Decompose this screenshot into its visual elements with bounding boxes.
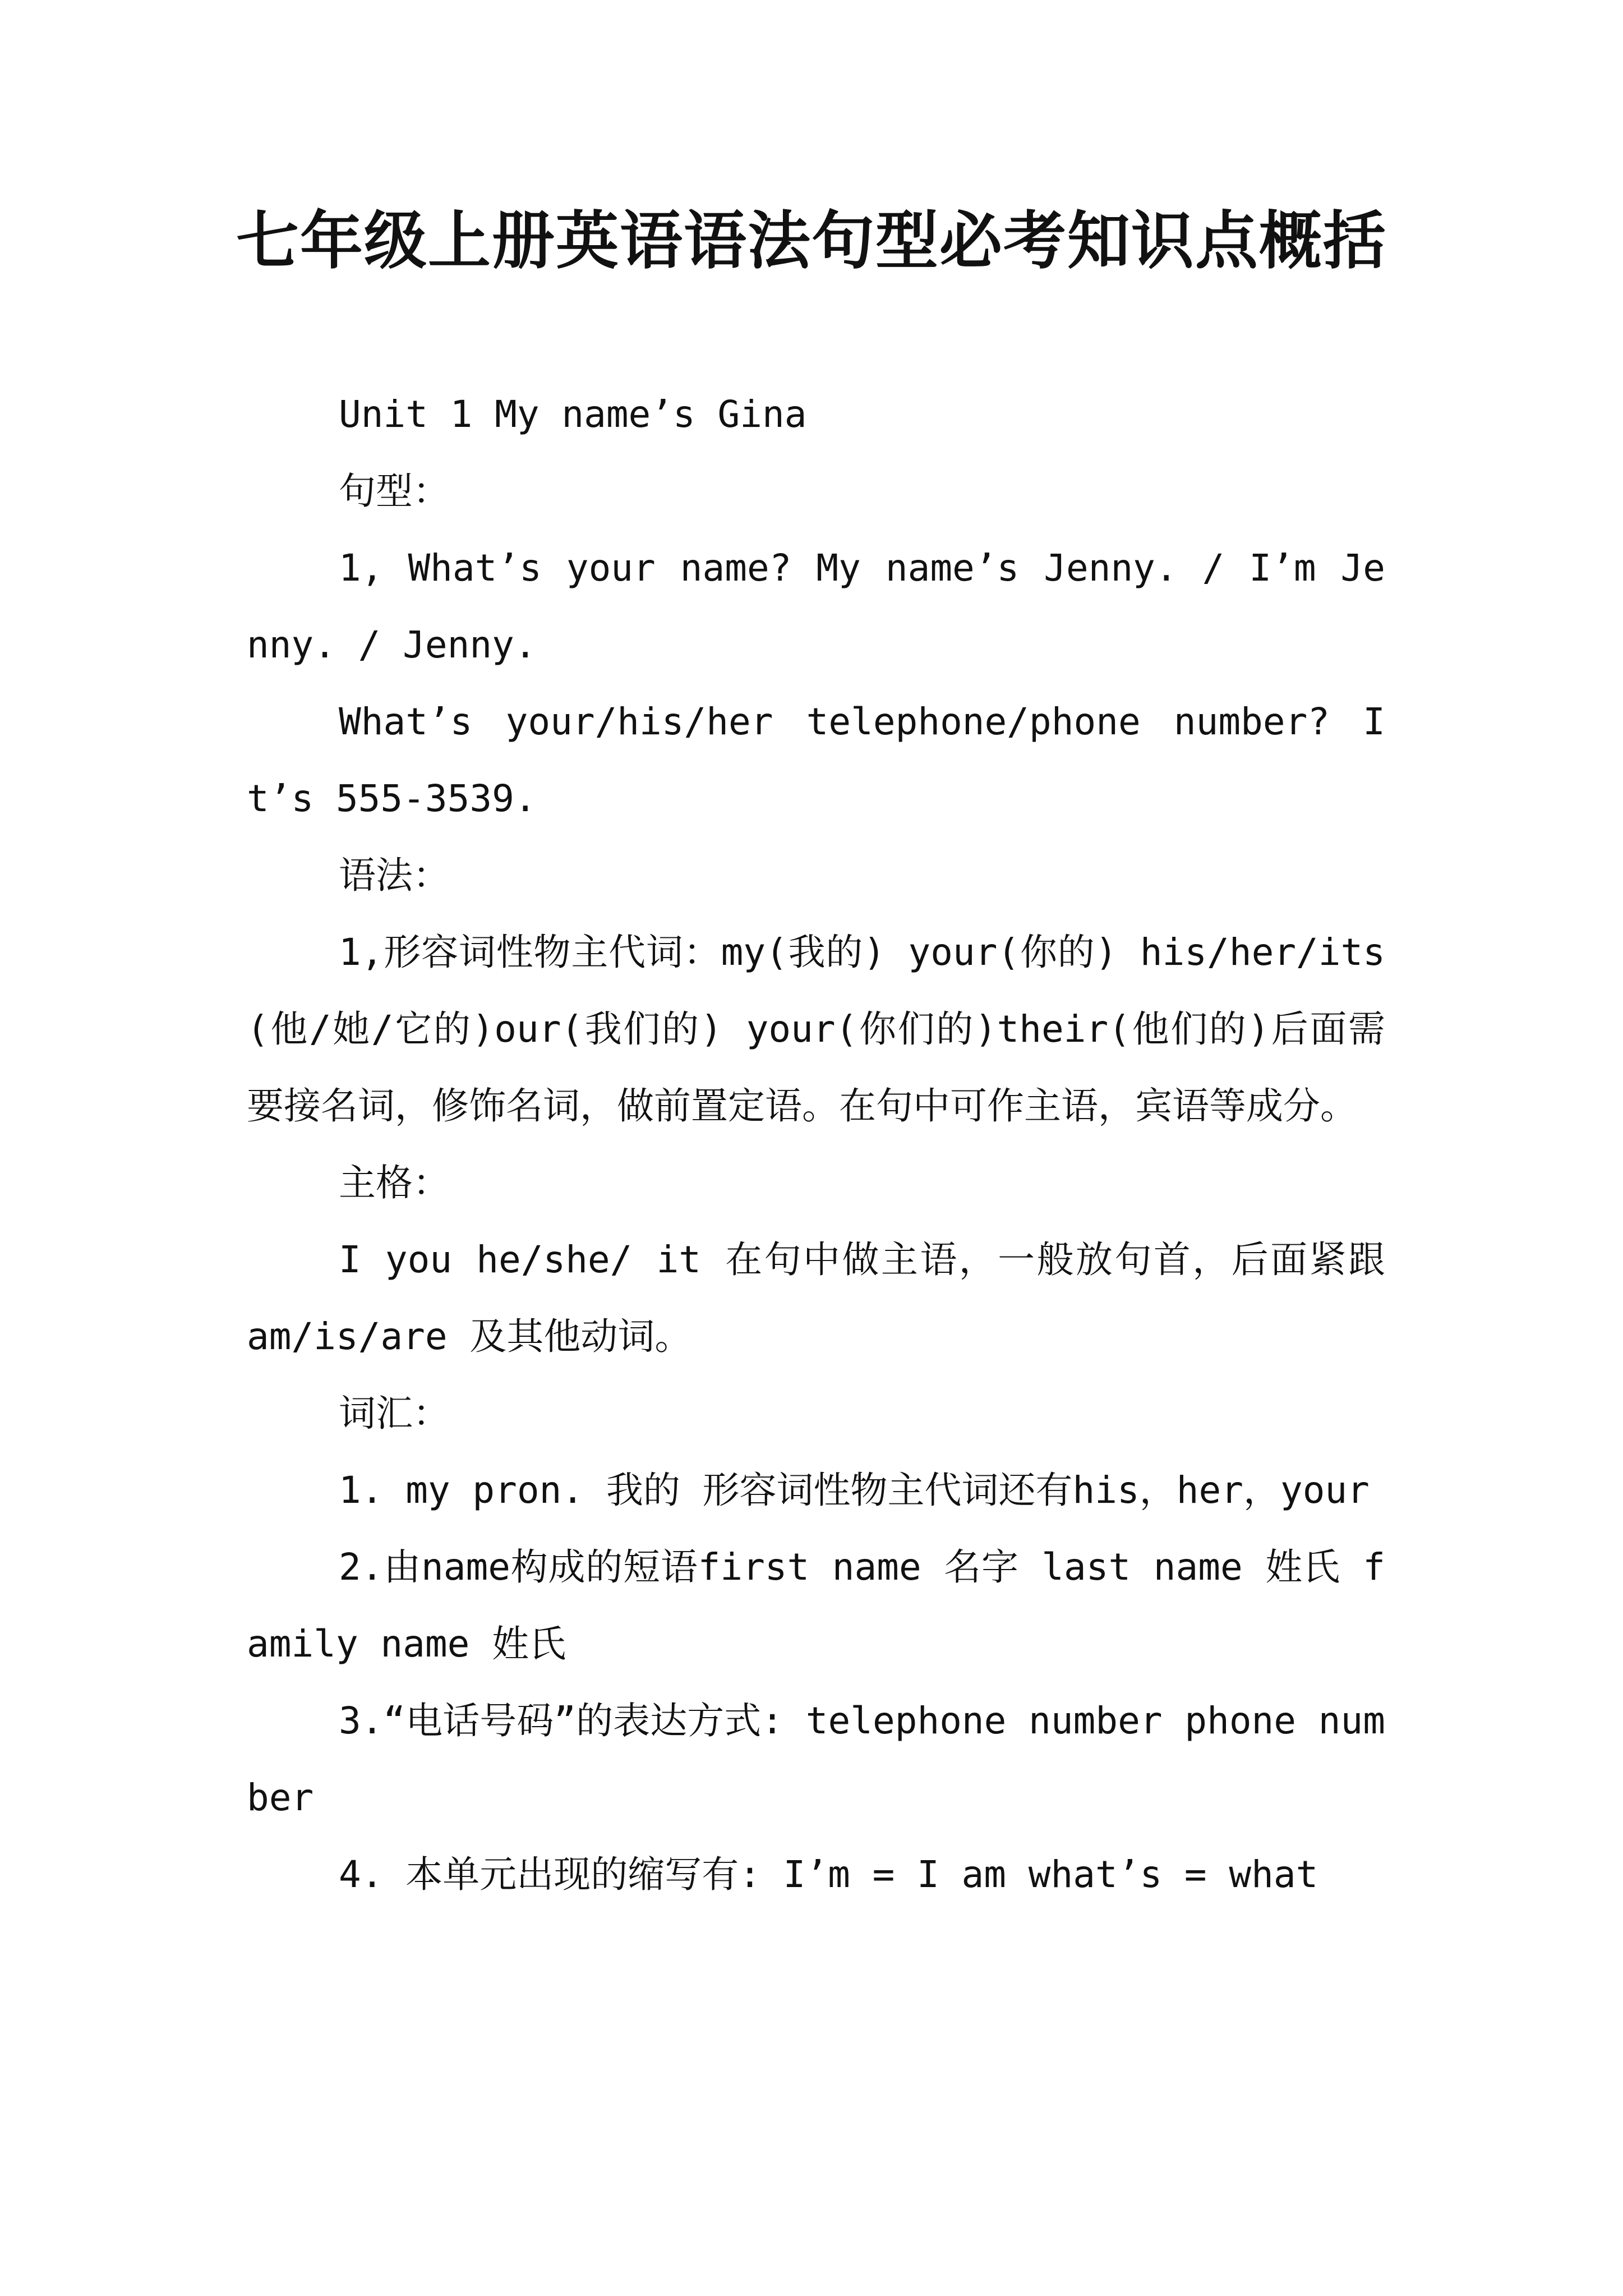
paragraph: I you he/she/ it 在句中做主语，一般放句首，后面紧跟 am/is/are 及其他动词。 — [247, 1238, 1385, 1358]
paragraph: 1,形容词性物主代词：my(我的) your(你的) his/her/its(他/她/它的)our(我们的) your(你们的)their(他们的)后面需要接名词，修饰名词，做前置定语。在句中可作主语，宾语等成分。 — [247, 931, 1385, 1128]
section-label-vocabulary: 词汇： — [339, 1392, 450, 1435]
document-title: 七年级上册英语语法句型必考知识点概括 — [236, 204, 1387, 278]
paragraph: 1, What’s your name? My name’s Jenny. / I’m Jenny. / Jenny. — [247, 546, 1385, 666]
paragraph: 2.由name构成的短语first name 名字 last name 姓氏 family name 姓氏 — [247, 1545, 1385, 1665]
document-body — [247, 376, 1385, 1913]
section-label-sentence-patterns: 句型： — [339, 470, 450, 513]
paragraph: 3.“电话号码”的表达方式: telephone number phone number — [247, 1699, 1385, 1819]
paragraph: What’s your/his/her telephone/phone number? It’s 555-3539. — [247, 700, 1385, 820]
section-label-grammar: 语法： — [339, 854, 450, 897]
paragraph: 4. 本单元出现的缩写有: I’m = I am what’s = what — [339, 1853, 1318, 1896]
paragraph: 1. my pron. 我的 形容词性物主代词还有his，her，your — [339, 1469, 1370, 1512]
section-label-subject-case: 主格： — [339, 1161, 450, 1204]
unit-heading: Unit 1 My name’s Gina — [339, 393, 807, 436]
